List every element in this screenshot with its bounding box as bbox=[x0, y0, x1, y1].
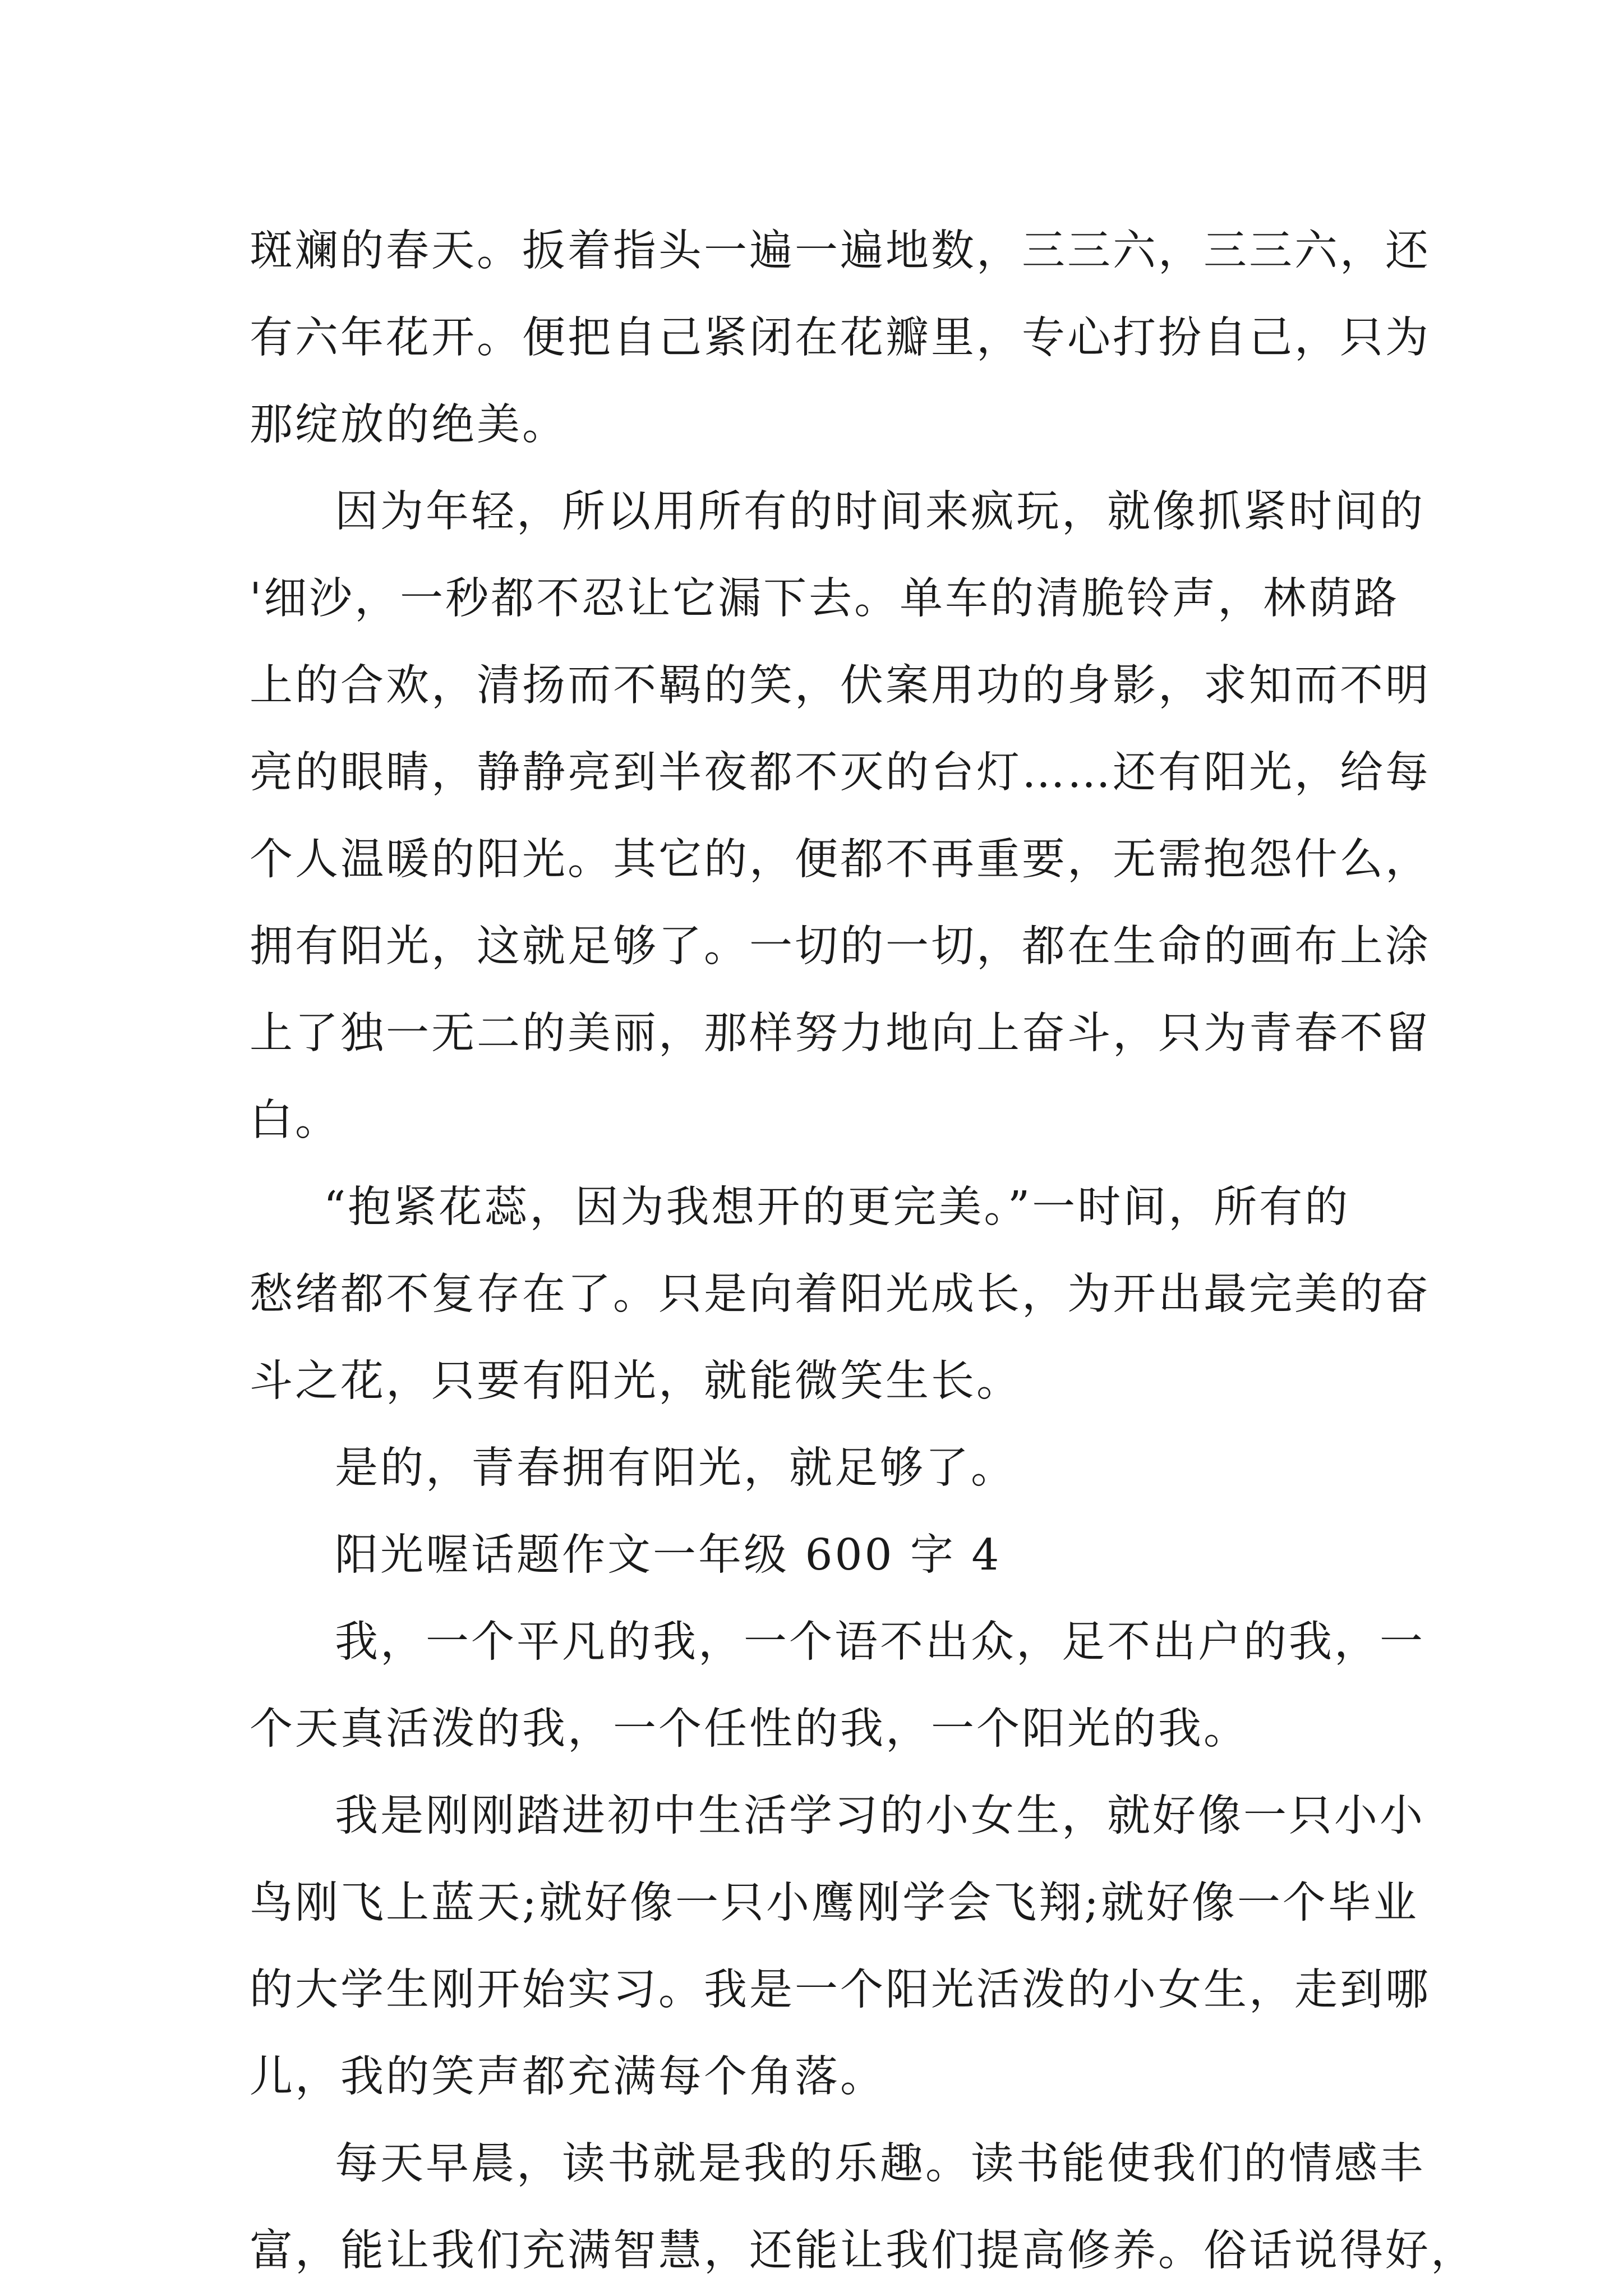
paragraph-first-line: 因为年轻，所以用所有的时间来疯玩，就像抓紧时间的 bbox=[335, 487, 1425, 537]
text-line: '细沙，一秒都不忍让它漏下去。单车的清脆铃声，林荫路 bbox=[250, 574, 1400, 624]
text-line: 上了独一无二的美丽，那样努力地向上奋斗，只为青春不留 bbox=[250, 1009, 1431, 1059]
text-line: 鸟刚飞上蓝天;就好像一只小鹰刚学会飞翔;就好像一个毕业 bbox=[250, 1878, 1419, 1928]
text-line: 斗之花，只要有阳光，就能微笑生长。 bbox=[250, 1356, 1022, 1406]
text-line: 上的合欢，清扬而不羁的笑，伏案用功的身影，求知而不明 bbox=[250, 661, 1431, 711]
text-line: 有六年花开。便把自己紧闭在花瓣里，专心打扮自己，只为 bbox=[250, 313, 1431, 363]
text-line: 个天真活泼的我，一个任性的我，一个阳光的我。 bbox=[250, 1704, 1249, 1754]
text-line: 儿，我的笑声都充满每个角落。 bbox=[250, 2052, 886, 2102]
text-line: 亮的眼睛，静静亮到半夜都不灭的台灯……还有阳光，给每 bbox=[250, 748, 1431, 798]
paragraph-first-line: 是的，青春拥有阳光，就足够了。 bbox=[335, 1443, 1016, 1493]
text-line: 个人温暖的阳光。其它的，便都不再重要，无需抱怨什么， bbox=[250, 835, 1431, 885]
paragraph-first-line: 我，一个平凡的我，一个语不出众，足不出户的我，一 bbox=[335, 1617, 1425, 1667]
text-line: 那绽放的绝美。 bbox=[250, 400, 568, 450]
document-body bbox=[250, 208, 1476, 2294]
text-line: 的大学生刚开始实习。我是一个阳光活泼的小女生，走到哪 bbox=[250, 1965, 1431, 2015]
paragraph-first-line: 每天早晨，读书就是我的乐趣。读书能使我们的情感丰 bbox=[335, 2139, 1425, 2189]
section-heading: 阳光喔话题作文一年级 600 字 4 bbox=[335, 1530, 1002, 1580]
text-line: 富，能让我们充满智慧，还能让我们提高修养。俗话说得好， bbox=[250, 2226, 1476, 2276]
text-line: 愁绪都不复存在了。只是向着阳光成长，为开出最完美的奋 bbox=[250, 1269, 1431, 1319]
text-line: 斑斓的春天。扳着指头一遍一遍地数，三三六，三三六，还 bbox=[250, 226, 1431, 276]
text-line: 白。 bbox=[250, 1096, 340, 1145]
text-line: 拥有阳光，这就足够了。一切的一切，都在生命的画布上涂 bbox=[250, 922, 1431, 972]
paragraph-first-line: 我是刚刚踏进初中生活学习的小女生，就好像一只小小 bbox=[335, 1791, 1425, 1841]
paragraph-first-line: “抱紧花蕊，因为我想开的更完美。”一时间，所有的 bbox=[324, 1182, 1350, 1232]
